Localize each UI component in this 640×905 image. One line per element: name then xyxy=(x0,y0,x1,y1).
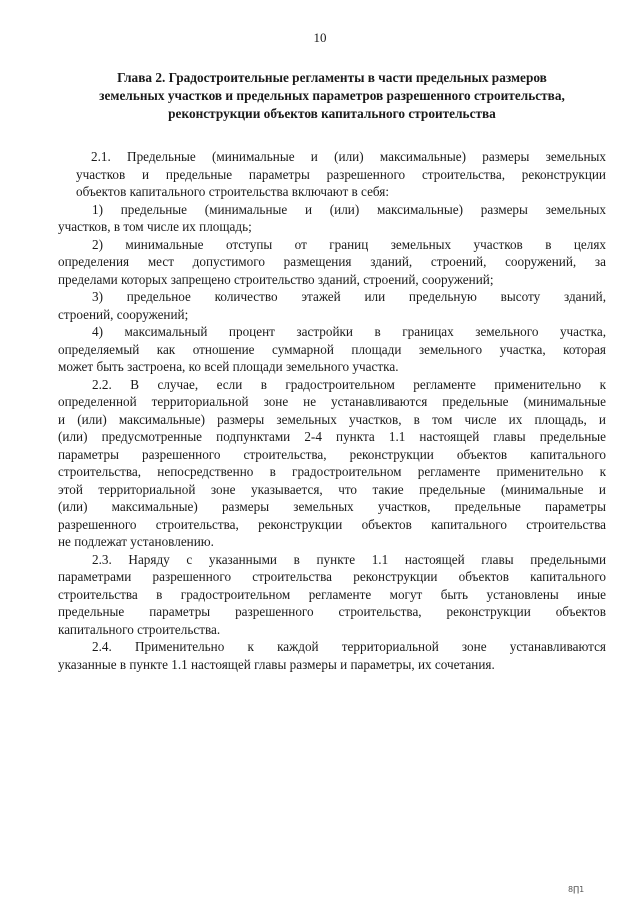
paragraph-line: 2) минимальные отступы от границ земельных участков в целях xyxy=(92,236,606,252)
paragraph-line: 2.1. Предельные (минимальные и (или) максимальные) размеры земельных xyxy=(91,149,606,164)
paragraph-line: 3) предельное количество этажей или предельную высоту зданий, xyxy=(92,289,606,304)
paragraph-line: не подлежат установлению. xyxy=(58,534,214,549)
paragraph-line: строительства в градостроительном регламенте могут быть установлены иные xyxy=(58,586,606,602)
paragraph-line: пределами которых запрещено строительство зданий, строений, сооружений; xyxy=(58,271,494,287)
paragraph-line: 1) предельные (минимальные и (или) максимальные) размеры земельных xyxy=(92,201,606,217)
paragraph-line: 2.3. Наряду с указанными в пункте 1.1 настоящей главы предельными xyxy=(92,551,606,567)
list-item-2 xyxy=(58,236,606,289)
paragraph-line: разрешенного строительства, реконструкции объектов капитального строительства xyxy=(58,516,606,532)
paragraph-2-3 xyxy=(58,551,606,639)
paragraph-line: определения мест допустимого размещения зданий, строений, сооружений, за xyxy=(58,254,606,269)
paragraph-line: может быть застроена, ко всей площади земельного участка. xyxy=(58,359,399,374)
list-item-4 xyxy=(58,323,606,376)
chapter-title-line-1: Глава 2. Градостроительные регламенты в части предельных размеров xyxy=(117,70,547,85)
paragraph-line: капитального строительства. xyxy=(58,621,221,637)
chapter-title-line-3: реконструкции объектов капитального строительства xyxy=(168,106,496,121)
list-item-3 xyxy=(58,288,606,323)
paragraph-line: объектов капитального строительства включают в себя: xyxy=(76,184,390,199)
paragraph-2-1 xyxy=(58,148,606,201)
page-number: 10 xyxy=(313,30,327,45)
paragraph-2-2 xyxy=(58,376,606,551)
footer-mark: 8∏1 xyxy=(568,885,585,894)
chapter-title xyxy=(58,69,606,123)
paragraph-line: параметрами разрешенного строительства реконструкции объектов капитального xyxy=(58,569,606,584)
chapter-title-line-2: земельных участков и предельных параметров разрешенного строительства, xyxy=(99,88,565,103)
paragraph-line: участков и предельные параметры разрешенного строительства, реконструкции xyxy=(76,166,606,182)
paragraph-line: 4) максимальный процент застройки в границах земельного участка, xyxy=(92,324,606,339)
paragraph-line: указанные в пункте 1.1 настоящей главы размеры и параметры, их сочетания. xyxy=(58,656,495,672)
paragraph-line: (или) предусмотренные подпунктами 2-4 пункта 1.1 настоящей главы предельные xyxy=(58,429,606,444)
paragraph-line: предельные параметры разрешенного строительства, реконструкции объектов xyxy=(58,604,606,619)
paragraph-line: и (или) максимальные) размеры земельных участков, в том числе их площадь, и xyxy=(58,411,606,427)
paragraph-line: 2.2. В случае, если в градостроительном регламенте применительно к xyxy=(92,376,606,392)
paragraph-line: (или) максимальные) размеры земельных участков, предельные параметры xyxy=(58,499,606,514)
list-item-1 xyxy=(58,201,606,236)
paragraph-line: определяемый как отношение суммарной площади земельного участка, которая xyxy=(58,341,606,357)
paragraph-line: строительства, непосредственно в градостроительном регламенте применительно к xyxy=(58,464,606,479)
paragraph-line: 2.4. Применительно к каждой территориальной зоне устанавливаются xyxy=(92,639,606,654)
paragraph-2-4 xyxy=(58,638,606,673)
paragraph-line: параметры разрешенного строительства, реконструкции объектов капитального xyxy=(58,446,606,462)
paragraph-line: участков, в том числе их площадь; xyxy=(58,219,252,234)
paragraph-line: строений, сооружений; xyxy=(58,306,189,322)
paragraph-line: определенной территориальной зоне не устанавливаются предельные (минимальные xyxy=(58,394,606,409)
document-body xyxy=(58,148,606,673)
paragraph-line: этой территориальной зоне указывается, что такие предельные (минимальные и xyxy=(58,481,606,497)
